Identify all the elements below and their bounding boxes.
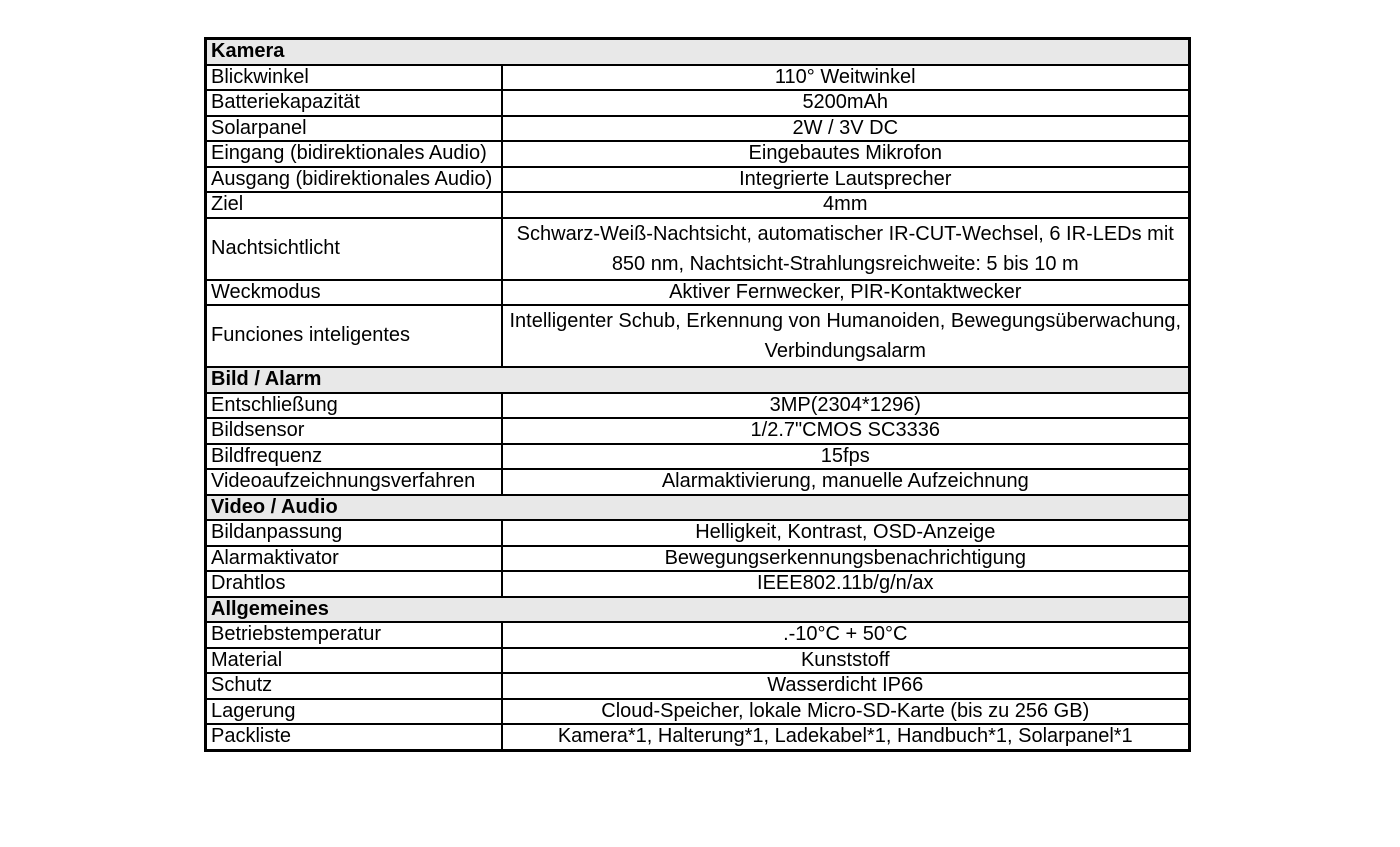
table-row — [206, 280, 1190, 306]
row-value: Alarmaktivierung, manuelle Aufzeichnung — [502, 469, 1190, 495]
table-row — [206, 305, 1190, 367]
table-row — [206, 116, 1190, 142]
row-value: 15fps — [502, 444, 1190, 470]
row-value: Bewegungserkennungsbenachrichtigung — [502, 546, 1190, 572]
table-row — [206, 648, 1190, 674]
row-label: Packliste — [206, 724, 502, 750]
row-label: Betriebstemperatur — [206, 622, 502, 648]
row-value: 5200mAh — [502, 90, 1190, 116]
table-row — [206, 167, 1190, 193]
row-value: Cloud-Speicher, lokale Micro-SD-Karte (bis zu 256 GB) — [502, 699, 1190, 725]
row-value: Kunststoff — [502, 648, 1190, 674]
row-value: 110° Weitwinkel — [502, 65, 1190, 91]
row-label: Ziel — [206, 192, 502, 218]
row-label: Solarpanel — [206, 116, 502, 142]
table-row — [206, 699, 1190, 725]
section-header-video-audio — [206, 495, 1190, 521]
row-value: 3MP(2304*1296) — [502, 393, 1190, 419]
table-row — [206, 622, 1190, 648]
row-label: Drahtlos — [206, 571, 502, 597]
row-value: Helligkeit, Kontrast, OSD-Anzeige — [502, 520, 1190, 546]
table-row — [206, 90, 1190, 116]
row-value: Aktiver Fernwecker, PIR-Kontaktwecker — [502, 280, 1190, 306]
table-row — [206, 218, 1190, 280]
table-row — [206, 546, 1190, 572]
table-row — [206, 418, 1190, 444]
row-label: Eingang (bidirektionales Audio) — [206, 141, 502, 167]
section-title: Allgemeines — [206, 597, 1190, 623]
row-label: Schutz — [206, 673, 502, 699]
row-label: Ausgang (bidirektionales Audio) — [206, 167, 502, 193]
section-header-kamera — [206, 39, 1190, 65]
row-value: 2W / 3V DC — [502, 116, 1190, 142]
table-row — [206, 673, 1190, 699]
section-title: Video / Audio — [206, 495, 1190, 521]
row-label: Weckmodus — [206, 280, 502, 306]
row-value: 4mm — [502, 192, 1190, 218]
row-value: Integrierte Lautsprecher — [502, 167, 1190, 193]
row-label: Funciones inteligentes — [206, 305, 502, 367]
row-label: Alarmaktivator — [206, 546, 502, 572]
row-label: Videoaufzeichnungsverfahren — [206, 469, 502, 495]
row-value: Kamera*1, Halterung*1, Ladekabel*1, Handbuch*1, Solarpanel*1 — [502, 724, 1190, 750]
row-value: Eingebautes Mikrofon — [502, 141, 1190, 167]
row-value: Schwarz-Weiß-Nachtsicht, automatischer IR-CUT-Wechsel, 6 IR-LEDs mit 850 nm, Nachtsicht-Strahlungsreichweite: 5 bis 10 m — [502, 218, 1190, 280]
table-row — [206, 444, 1190, 470]
row-label: Entschließung — [206, 393, 502, 419]
table-row — [206, 724, 1190, 750]
table-row — [206, 469, 1190, 495]
row-label: Blickwinkel — [206, 65, 502, 91]
section-header-bild-alarm — [206, 367, 1190, 393]
row-value: Intelligenter Schub, Erkennung von Humanoiden, Bewegungsüberwachung, Verbindungsalarm — [502, 305, 1190, 367]
row-value: IEEE802.11b/g/n/ax — [502, 571, 1190, 597]
table-row — [206, 141, 1190, 167]
row-label: Nachtsichtlicht — [206, 218, 502, 280]
table-row — [206, 65, 1190, 91]
table-row — [206, 571, 1190, 597]
row-value: 1/2.7"CMOS SC3336 — [502, 418, 1190, 444]
row-label: Bildfrequenz — [206, 444, 502, 470]
row-label: Bildsensor — [206, 418, 502, 444]
table-row — [206, 520, 1190, 546]
section-header-allgemeines — [206, 597, 1190, 623]
table-row — [206, 393, 1190, 419]
row-label: Batteriekapazität — [206, 90, 502, 116]
row-label: Material — [206, 648, 502, 674]
section-title: Kamera — [206, 39, 1190, 65]
row-value: .-10°C + 50°C — [502, 622, 1190, 648]
spec-table — [204, 37, 1191, 752]
table-row — [206, 192, 1190, 218]
section-title: Bild / Alarm — [206, 367, 1190, 393]
row-value: Wasserdicht IP66 — [502, 673, 1190, 699]
row-label: Lagerung — [206, 699, 502, 725]
row-label: Bildanpassung — [206, 520, 502, 546]
